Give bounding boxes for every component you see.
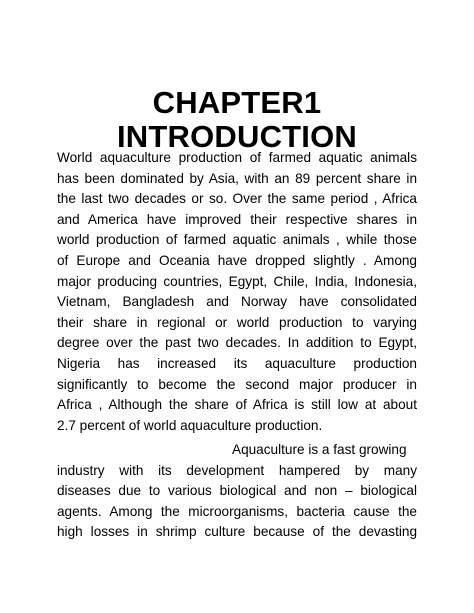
chapter-number: CHAPTER1 (152, 85, 322, 120)
paragraph-line: diseases due to various biological and non – biological (57, 483, 417, 499)
paragraph-line: world production of farmed aquatic animals , while those (57, 232, 417, 248)
paragraph-line: 2.7 percent of world aquaculture production. (57, 417, 323, 433)
paragraph-line: and America have improved their respective shares in (57, 211, 417, 227)
paragraph-1 (57, 148, 417, 436)
paragraph-line: agents. Among the microorganisms, bacteria cause the (57, 503, 417, 519)
paragraph-line: industry with its development hampered by many (57, 462, 417, 478)
paragraph-line: Nigeria has increased its aquaculture production (57, 355, 417, 371)
chapter-title: INTRODUCTION (116, 119, 358, 154)
paragraph-line: the last two decades or so. Over the same period , Africa (57, 191, 417, 207)
paragraph-line: high losses in shrimp culture because of the devasting (57, 524, 417, 540)
paragraph-line: has been dominated by Asia, with an 89 percent share in (57, 170, 417, 186)
paragraph-line: significantly to become the second major producer in (57, 376, 417, 392)
paragraph-line: Africa , Although the share of Africa is still low at about (57, 397, 417, 413)
paragraph-line: of Europe and Oceania have dropped slightly . Among (57, 252, 417, 268)
paragraph-line: their share in regional or world production to varying (57, 314, 417, 330)
paragraph-line: World aquaculture production of farmed aquatic animals (57, 150, 417, 165)
paragraph-first-line: Aquaculture is a fast growing (232, 442, 407, 457)
paragraph-2 (57, 440, 417, 543)
paragraph-line: degree over the past two decades. In addition to Egypt, (57, 335, 417, 351)
paragraph-line: major producing countries, Egypt, Chile, India, Indonesia, (57, 273, 417, 289)
paragraph-line: Vietnam, Bangladesh and Norway have consolidated (57, 294, 417, 310)
